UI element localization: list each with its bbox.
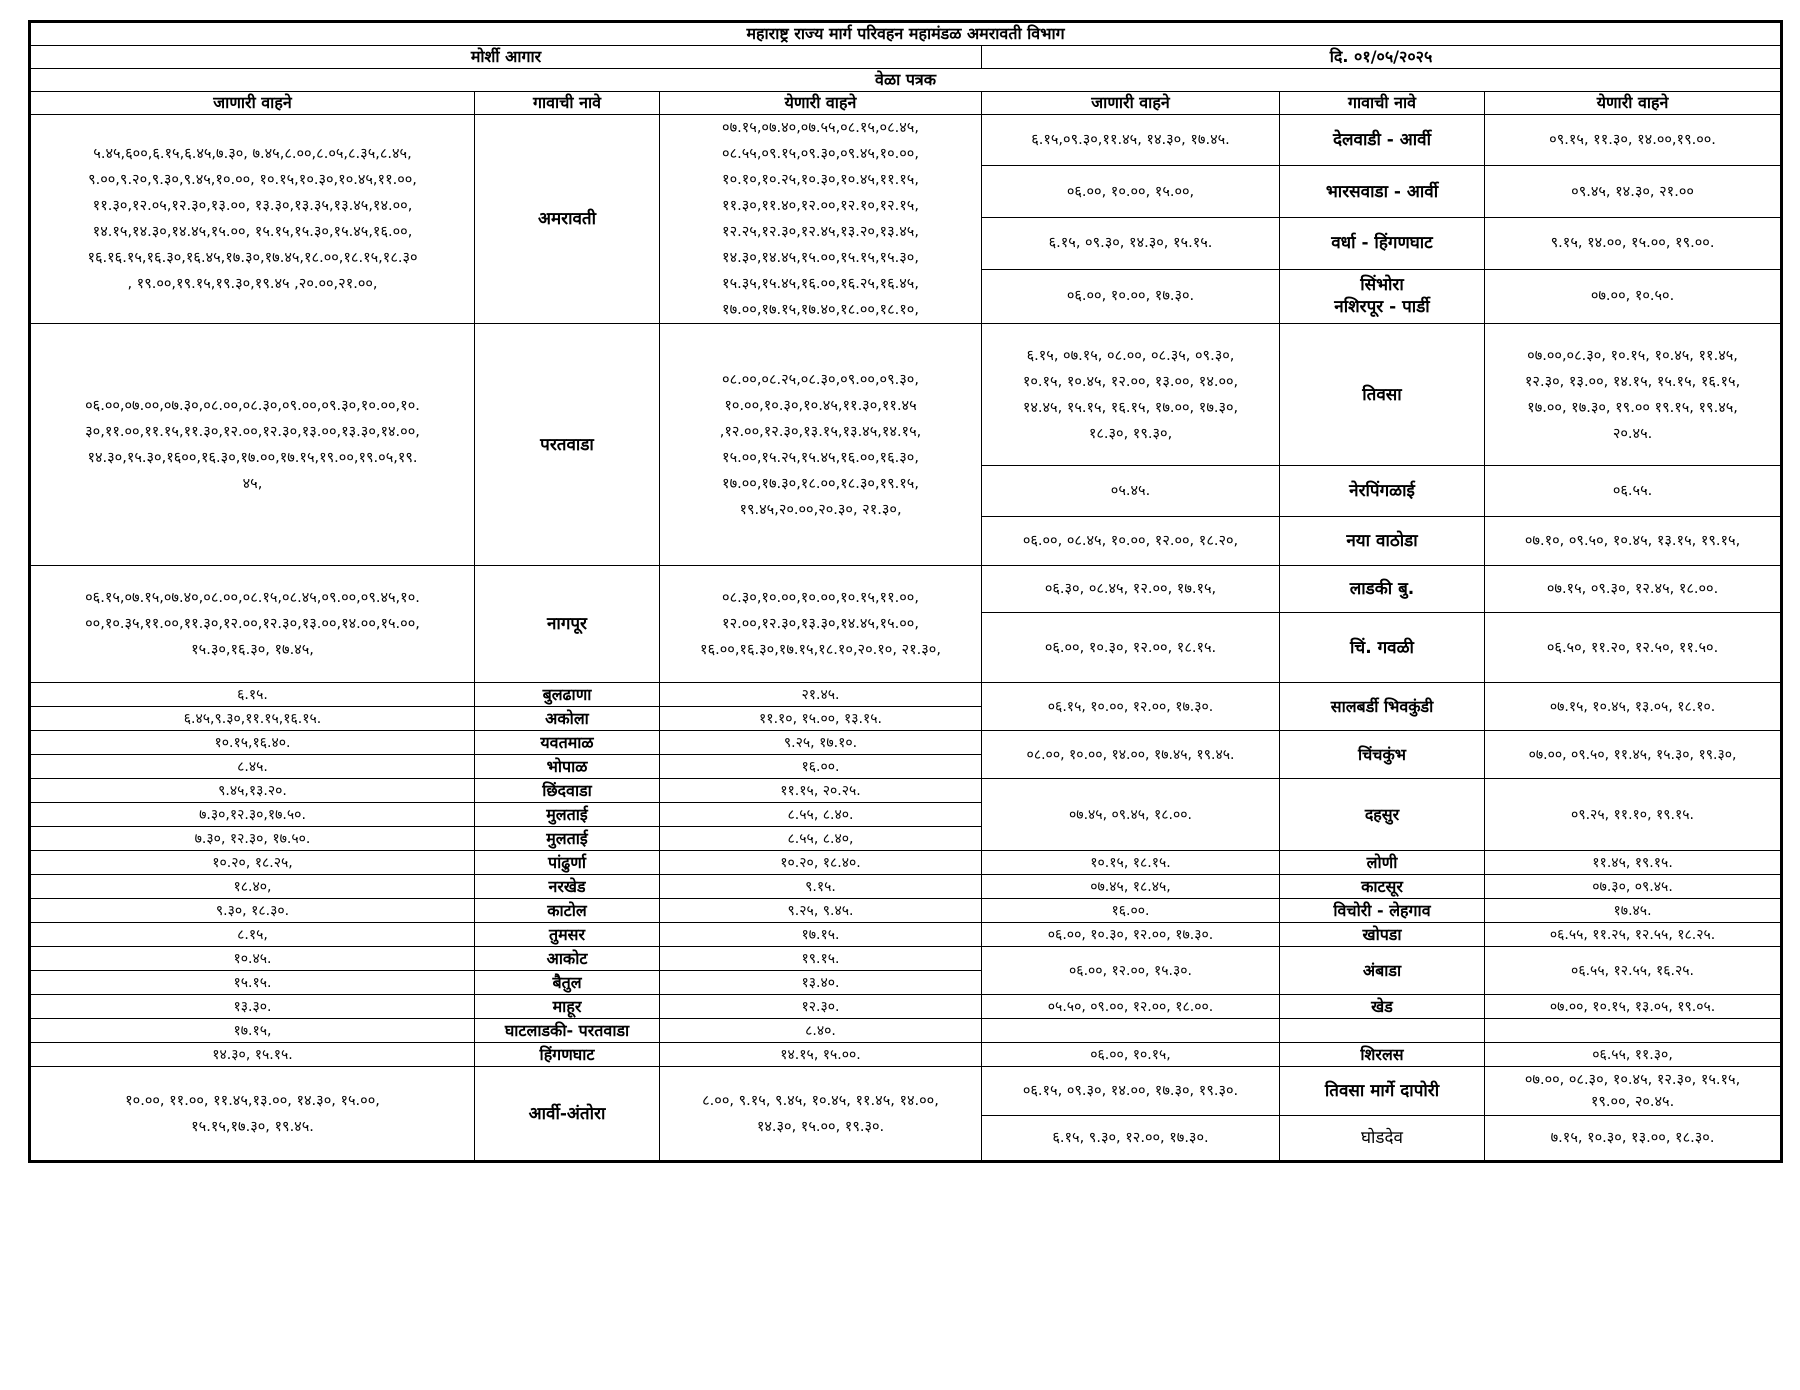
left-arrivals: १२.३०. — [660, 995, 982, 1019]
right-departures: ६.१५, ९.३०, १२.००, १७.३०. — [982, 1116, 1280, 1162]
left-arrivals: १९.१५. — [660, 947, 982, 971]
left-arrivals: १४.१५, १५.००. — [660, 1043, 982, 1067]
left-village: यवतमाळ — [475, 731, 660, 755]
right-arrivals: ०६.५५, ११.३०, — [1485, 1043, 1782, 1067]
left-village: पांढुर्णा — [475, 851, 660, 875]
left-departures: १०.१५,१६.४०. — [30, 731, 475, 755]
right-village: खेड — [1280, 995, 1485, 1019]
left-village: काटोल — [475, 899, 660, 923]
right-departures: ०७.४५, १८.४५, — [982, 875, 1280, 899]
right-arrivals: ०७.००, ०९.५०, ११.४५, १५.३०, १९.३०, — [1485, 731, 1782, 779]
right-arrivals: ०७.००, ०८.३०, १०.४५, १२.३०, १५.१५, १९.००, २०.४५. — [1485, 1067, 1782, 1116]
right-departures: १०.१५, १८.१५. — [982, 851, 1280, 875]
right-village: विचोरी - लेहगाव — [1280, 899, 1485, 923]
right-arrivals: ०७.१०, ०९.५०, १०.४५, १३.१५, १९.१५, — [1485, 517, 1782, 566]
right-departures: ६.१५,०९.३०,११.४५, १४.३०, १७.४५. — [982, 115, 1280, 166]
right-village: सालबर्डी भिवकुंडी — [1280, 683, 1485, 731]
right-arrivals: ०६.५५. — [1485, 466, 1782, 517]
header-departures-right: जाणारी वाहने — [982, 92, 1280, 115]
right-village: अंबाडा — [1280, 947, 1485, 995]
left-departures: ८.१५, — [30, 923, 475, 947]
right-departures: ०७.४५, ०९.४५, १८.००. — [982, 779, 1280, 851]
right-arrivals: ९.१५, १४.००, १५.००, १९.००. — [1485, 218, 1782, 269]
right-village: नया वाठोडा — [1280, 517, 1485, 566]
right-arrivals: ०७.१५, ०९.३०, १२.४५, १८.००. — [1485, 566, 1782, 613]
right-departures: १६.००. — [982, 899, 1280, 923]
right-arrivals: ०७.१५, १०.४५, १३.०५, १८.१०. — [1485, 683, 1782, 731]
header-village-right: गावाची नावे — [1280, 92, 1485, 115]
right-village: चिं. गवळी — [1280, 613, 1485, 683]
right-village: खोपडा — [1280, 923, 1485, 947]
header-village-left: गावाची नावे — [475, 92, 660, 115]
left-village: आकोट — [475, 947, 660, 971]
right-village: नेरपिंगळाई — [1280, 466, 1485, 517]
left-village: माहूर — [475, 995, 660, 1019]
left-departures: १०.२०, १८.२५, — [30, 851, 475, 875]
right-departures: ०५.५०, ०९.००, १२.००, १८.००. — [982, 995, 1280, 1019]
left-arrivals: ८.५५, ८.४०, — [660, 827, 982, 851]
right-departures: ०६.१५, ०९.३०, १४.००, १७.३०, १९.३०. — [982, 1067, 1280, 1116]
left-village: छिंदवाडा — [475, 779, 660, 803]
right-departures: ६.१५, ०९.३०, १४.३०, १५.१५. — [982, 218, 1280, 269]
right-arrivals: ०७.००, १०.५०. — [1485, 269, 1782, 323]
left-village: नागपूर — [475, 566, 660, 683]
depot-name: मोर्शी आगार — [30, 46, 982, 69]
left-arrivals: ११.१५, २०.२५. — [660, 779, 982, 803]
left-arrivals: ०८.००,०८.२५,०८.३०,०९.००,०९.३०, १०.००,१०.३०,१०.४५,११.३०,११.४५ ,१२.००,१२.३०,१३.१५,१३.४५,१४.१५, १५.००,१५.२५,१५.४५,१६.००,१६.३०, १७.००,१७.३०,१८.००,१८.३०,१९.१५, १९.४५,२०.००,२०.३०, २१.३०, — [660, 324, 982, 566]
right-arrivals: ०९.४५, १४.३०, २१.०० — [1485, 166, 1782, 218]
left-arrivals: ९.१५. — [660, 875, 982, 899]
left-village: अकोला — [475, 707, 660, 731]
right-departures: ०६.००, १०.००, १५.००, — [982, 166, 1280, 218]
left-village: मुलताई — [475, 827, 660, 851]
right-village: देलवाडी - आर्वी — [1280, 115, 1485, 166]
right-departures: ०६.१५, १०.००, १२.००, १७.३०. — [982, 683, 1280, 731]
left-departures: ९.३०, १८.३०. — [30, 899, 475, 923]
right-arrivals: ०६.५५, ११.२५, १२.५५, १८.२५. — [1485, 923, 1782, 947]
left-arrivals: १०.२०, १८.४०. — [660, 851, 982, 875]
left-departures: ०६.००,०७.००,०७.३०,०८.००,०८.३०,०९.००,०९.३०,१०.००,१०. ३०,११.००,११.१५,११.३०,१२.००,१२.३०,१३.००,१३.३०,१४.००, १४.३०,१५.३०,१६००,१६.३०,१७.००,१७.१५,१९.००,१९.०५,१९. ४५, — [30, 324, 475, 566]
left-arrivals: ९.२५, ९.४५. — [660, 899, 982, 923]
right-departures: ६.१५, ०७.१५, ०८.००, ०८.३५, ०९.३०, १०.१५, १०.४५, १२.००, १३.००, १४.००, १४.४५, १५.१५, १६.१५, १७.००, १७.३०, १८.३०, १९.३०, — [982, 324, 1280, 466]
right-village: शिरलस — [1280, 1043, 1485, 1067]
left-departures: ८.४५. — [30, 755, 475, 779]
right-village: दहसुर — [1280, 779, 1485, 851]
left-arrivals: ०७.१५,०७.४०,०७.५५,०८.१५,०८.४५, ०८.५५,०९.१५,०९.३०,०९.४५,१०.००, १०.१०,१०.२५,१०.३०,१०.४५,११.१५, ११.३०,११.४०,१२.००,१२.१०,१२.१५, १२.२५,१२.३०,१२.४५,१३.२०,१३.४५, १४.३०,१४.४५,१५.००,१५.१५,१५.३०, १५.३५,१५.४५,१६.००,१६.२५,१६.४५, १७.००,१७.१५,१७.४०,१८.००,१८.१०, — [660, 115, 982, 324]
right-arrivals: ०६.५५, १२.५५, १६.२५. — [1485, 947, 1782, 995]
left-village: तुमसर — [475, 923, 660, 947]
right-arrivals: ०९.१५, ११.३०, १४.००,१९.००. — [1485, 115, 1782, 166]
right-departures: ०८.००, १०.००, १४.००, १७.४५, १९.४५. — [982, 731, 1280, 779]
right-village: लोणी — [1280, 851, 1485, 875]
left-village: अमरावती — [475, 115, 660, 324]
left-village: हिंगणघाट — [475, 1043, 660, 1067]
right-village: वर्धा - हिंगणघाट — [1280, 218, 1485, 269]
left-departures: १७.१५, — [30, 1019, 475, 1043]
right-arrivals: ७.१५, १०.३०, १३.००, १८.३०. — [1485, 1116, 1782, 1162]
right-departures: ०६.००, १०.००, १७.३०. — [982, 269, 1280, 323]
right-village: तिवसा — [1280, 324, 1485, 466]
header-arrivals-right: येणारी वाहने — [1485, 92, 1782, 115]
left-village: बुलढाणा — [475, 683, 660, 707]
left-arrivals: १३.४०. — [660, 971, 982, 995]
right-village: सिंभोरा नशिरपूर - पार्डी — [1280, 269, 1485, 323]
left-departures: ५.४५,६००,६.१५,६.४५,७.३०, ७.४५,८.००,८.०५,८.३५,८.४५, ९.००,९.२०,९.३०,९.४५,१०.००, १०.१५,१०.३०,१०.४५,११.००, ११.३०,१२.०५,१२.३०,१३.००, १३.३०,१३.३५,१३.४५,१४.००, १४.१५,१४.३०,१४.४५,१५.००, १५.१५,१५.३०,१५.४५,१६.००, १६.१६.१५,१६.३०,१६.४५,१७.३०,१७.४५,१८.००,१८.१५,१८.३० , १९.००,१९.१५,१९.३०,१९.४५ ,२०.००,२१.००, — [30, 115, 475, 324]
left-arrivals: ०८.३०,१०.००,१०.००,१०.१५,११.००, १२.००,१२.३०,१३.३०,१४.४५,१५.००, १६.००,१६.३०,१७.१५,१८.१०,२०.१०, २१.३०, — [660, 566, 982, 683]
header-arrivals-left: येणारी वाहने — [660, 92, 982, 115]
left-arrivals: ८.००, ९.१५, ९.४५, १०.४५, ११.४५, १४.००, १४.३०, १५.००, १९.३०. — [660, 1067, 982, 1162]
right-departures: ०६.३०, ०८.४५, १२.००, १७.१५, — [982, 566, 1280, 613]
right-village — [1280, 1019, 1485, 1043]
left-departures: १३.३०. — [30, 995, 475, 1019]
right-departures: ०६.००, १०.१५, — [982, 1043, 1280, 1067]
left-arrivals: ९.२५, १७.१०. — [660, 731, 982, 755]
left-village: मुलताई — [475, 803, 660, 827]
left-arrivals: ८.५५, ८.४०. — [660, 803, 982, 827]
left-village: घाटलाडकी- परतवाडा — [475, 1019, 660, 1043]
schedule-date: दि. ०१/०५/२०२५ — [982, 46, 1782, 69]
right-arrivals: ०९.२५, ११.१०, १९.१५. — [1485, 779, 1782, 851]
document-title: महाराष्ट्र राज्य मार्ग परिवहन महामंडळ अमरावती विभाग — [30, 22, 1782, 46]
right-departures: ०६.००, ०८.४५, १०.००, १२.००, १८.२०, — [982, 517, 1280, 566]
right-arrivals: ०७.३०, ०९.४५. — [1485, 875, 1782, 899]
right-village: काटसूर — [1280, 875, 1485, 899]
left-arrivals: ११.१०, १५.००, १३.१५. — [660, 707, 982, 731]
header-departures-left: जाणारी वाहने — [30, 92, 475, 115]
right-arrivals: ११.४५, १९.१५. — [1485, 851, 1782, 875]
right-arrivals — [1485, 1019, 1782, 1043]
left-village: नरखेड — [475, 875, 660, 899]
left-arrivals: १६.००. — [660, 755, 982, 779]
right-arrivals: ०७.००, १०.१५, १३.०५, १९.०५. — [1485, 995, 1782, 1019]
left-departures: ६.१५. — [30, 683, 475, 707]
left-departures: १४.३०, १५.१५. — [30, 1043, 475, 1067]
left-departures: १८.४०, — [30, 875, 475, 899]
left-departures: ९.४५,१३.२०. — [30, 779, 475, 803]
right-departures: ०६.००, १०.३०, १२.००, १७.३०. — [982, 923, 1280, 947]
right-arrivals: ०६.५०, ११.२०, १२.५०, ११.५०. — [1485, 613, 1782, 683]
schedule-heading: वेळा पत्रक — [30, 69, 1782, 92]
left-village: परतवाडा — [475, 324, 660, 566]
right-village: लाडकी बु. — [1280, 566, 1485, 613]
right-village: भारसवाडा - आर्वी — [1280, 166, 1485, 218]
right-village: चिंचकुंभ — [1280, 731, 1485, 779]
right-departures — [982, 1019, 1280, 1043]
right-arrivals: ०७.००,०८.३०, १०.१५, १०.४५, ११.४५, १२.३०, १३.००, १४.१५, १५.१५, १६.१५, १७.००, १७.३०, १९.०० १९.१५, १९.४५, २०.४५. — [1485, 324, 1782, 466]
right-departures: ०५.४५. — [982, 466, 1280, 517]
left-departures: १०.४५. — [30, 947, 475, 971]
left-village: भोपाळ — [475, 755, 660, 779]
right-departures: ०६.००, १२.००, १५.३०. — [982, 947, 1280, 995]
left-arrivals: १७.१५. — [660, 923, 982, 947]
left-departures: ६.४५,९.३०,११.१५,१६.१५. — [30, 707, 475, 731]
right-departures: ०६.००, १०.३०, १२.००, १८.१५. — [982, 613, 1280, 683]
left-village: आर्वी-अंतोरा — [475, 1067, 660, 1162]
left-departures: ०६.१५,०७.१५,०७.४०,०८.००,०८.१५,०८.४५,०९.००,०९.४५,१०. ००,१०.३५,११.००,११.३०,१२.००,१२.३०,१३.००,१४.००,१५.००, १५.३०,१६.३०, १७.४५, — [30, 566, 475, 683]
right-village: घोडदेव — [1280, 1116, 1485, 1162]
left-departures: ७.३०,१२.३०,१७.५०. — [30, 803, 475, 827]
left-departures: १०.००, ११.००, ११.४५,१३.००, १४.३०, १५.००, १५.१५,१७.३०, १९.४५. — [30, 1067, 475, 1162]
left-arrivals: ८.४०. — [660, 1019, 982, 1043]
right-village: तिवसा मार्गे दापोरी — [1280, 1067, 1485, 1116]
left-village: बैतुल — [475, 971, 660, 995]
left-departures: ७.३०, १२.३०, १७.५०. — [30, 827, 475, 851]
left-departures: १५.१५. — [30, 971, 475, 995]
right-arrivals: १७.४५. — [1485, 899, 1782, 923]
timetable — [28, 20, 1783, 1163]
left-arrivals: २१.४५. — [660, 683, 982, 707]
